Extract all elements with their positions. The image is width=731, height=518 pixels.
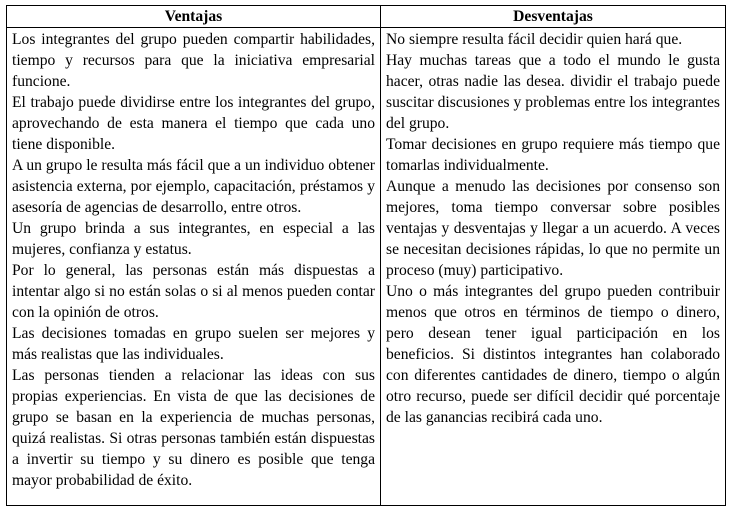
desventaja-item: Aunque a menudo las decisiones por consenso son mejores, toma tiempo conversar sobre posibles ventajas y desventajas y llegar a un acuerdo. A veces se necesitan decisiones rápidas, lo que no permite un proceso (muy) participativo. bbox=[386, 178, 720, 279]
desventajas-cell bbox=[381, 28, 726, 506]
ventaja-item: A un grupo le resulta más fácil que a un individuo obtener asistencia externa, por ejemplo, capacitación, préstamos y asesoría de agencias de desarrollo, entre otros. bbox=[12, 157, 375, 216]
desventaja-item: No siempre resulta fácil decidir quien hará que. bbox=[386, 31, 683, 48]
header-desventajas: Desventajas bbox=[381, 6, 726, 28]
ventaja-item: El trabajo puede dividirse entre los integrantes del grupo, aprovechando de esta manera el tiempo que cada uno tiene disponible. bbox=[12, 94, 375, 153]
desventaja-item: Tomar decisiones en grupo requiere más tiempo que tomarlas individualmente. bbox=[386, 136, 720, 174]
ventaja-item: Las personas tienden a relacionar las ideas con sus propias experiencias. En vista de que las decisiones de grupo se basan en la experiencia de muchas personas, quizá realistas. Si otras personas también están dispuestas a invertir su tiempo y su dinero es posible que tenga mayor probabilidad de éxito. bbox=[12, 367, 375, 489]
header-ventajas: Ventajas bbox=[7, 6, 381, 28]
ventajas-cell bbox=[7, 28, 381, 506]
content-row bbox=[7, 28, 726, 506]
ventaja-item: Por lo general, las personas están más dispuestas a intentar algo si no están solas o si al menos pueden contar con la opinión de otros. bbox=[12, 262, 375, 321]
header-row bbox=[7, 6, 726, 28]
desventaja-item: Uno o más integrantes del grupo pueden contribuir menos que otros en términos de tiempo o dinero, pero desean tener igual participación en los beneficios. Si distintos integrantes han colaborado con diferentes cantidades de dinero, tiempo o algún otro recurso, puede ser difícil decidir qué porcentaje de las ganancias recibirá cada uno. bbox=[386, 283, 720, 426]
ventaja-item: Los integrantes del grupo pueden compartir habilidades, tiempo y recursos para que la iniciativa empresarial funcione. bbox=[12, 31, 375, 90]
desventaja-item: Hay muchas tareas que a todo el mundo le gusta hacer, otras nadie las desea. dividir el trabajo puede suscitar discusiones y problemas entre los integrantes del grupo. bbox=[386, 52, 720, 132]
ventaja-item: Un grupo brinda a sus integrantes, en especial a las mujeres, confianza y estatus. bbox=[12, 220, 375, 258]
document-page bbox=[6, 5, 725, 506]
ventaja-item: Las decisiones tomadas en grupo suelen ser mejores y más realistas que las individuales. bbox=[12, 325, 375, 363]
comparison-table bbox=[6, 5, 726, 506]
